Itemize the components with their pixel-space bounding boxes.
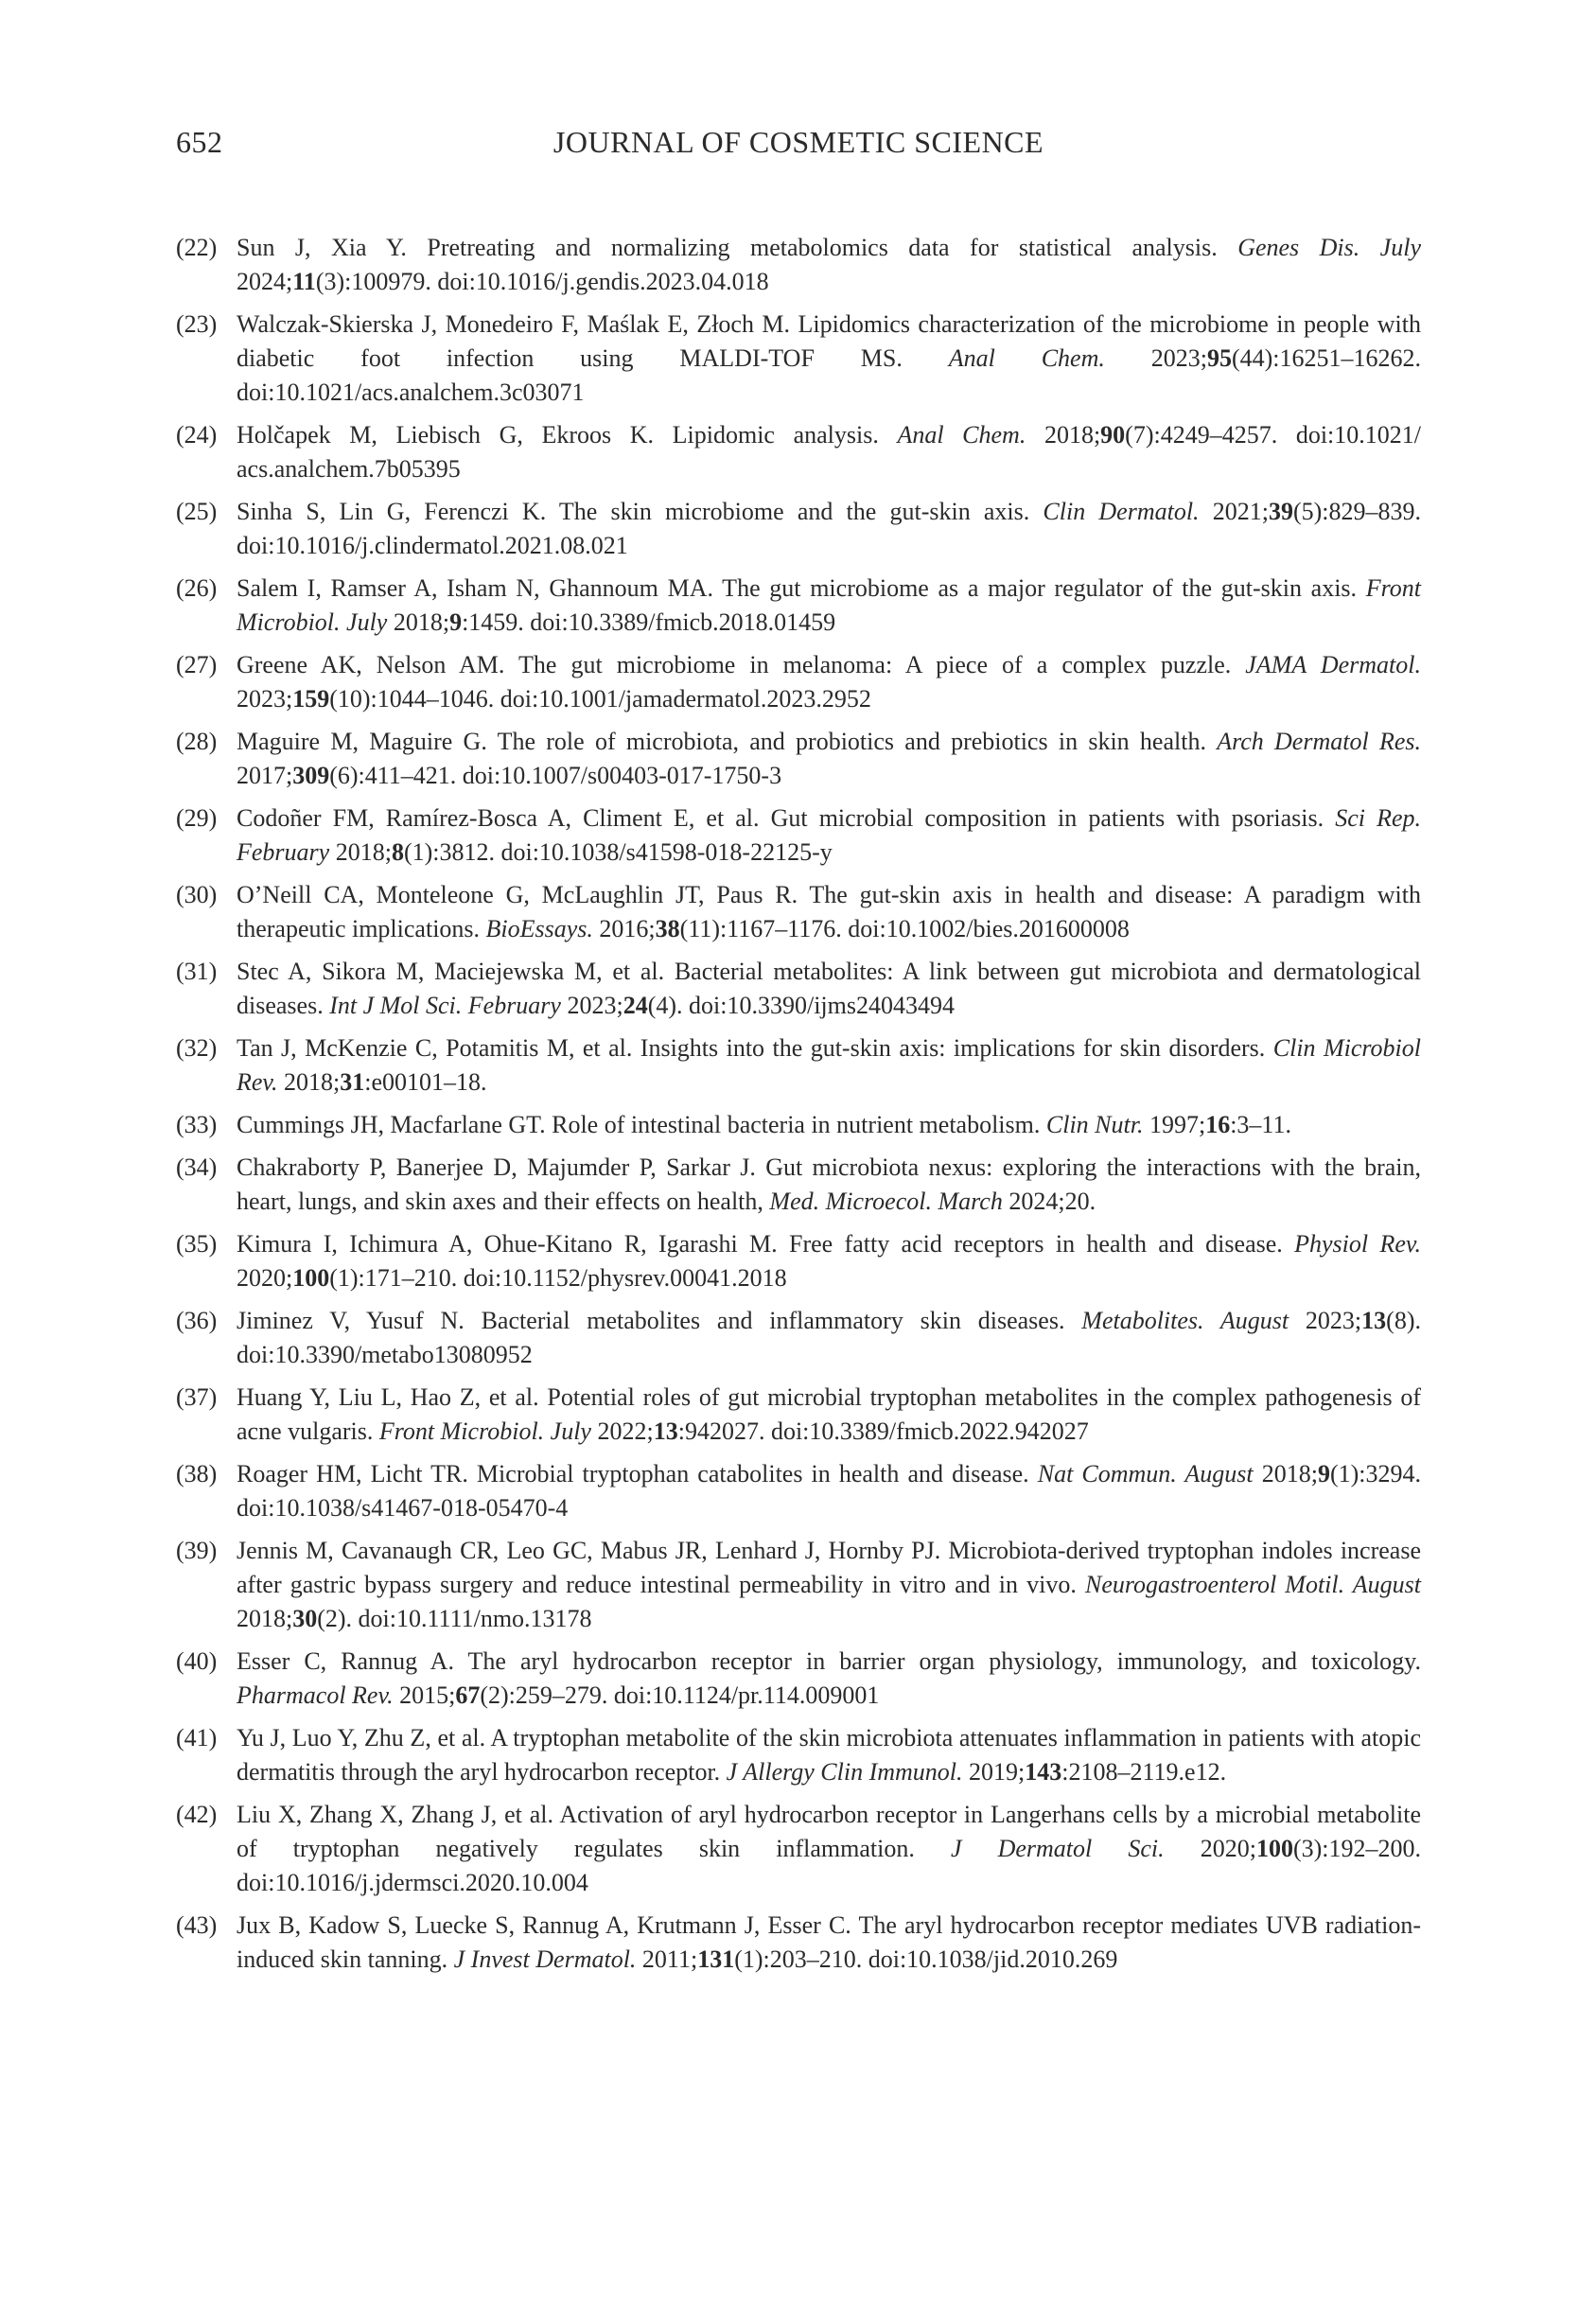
reference-segment: Yu J, Luo Y, Zhu Z, et al. A tryptophan metabolite of the skin microbiota attenuates inflammation in patients with atopic dermatitis through the aryl hydrocarbon receptor. xyxy=(237,1724,1421,1786)
reference-segment: (2):259–279. doi:10.1124/pr.114.009001 xyxy=(480,1681,880,1709)
reference-segment: 2015; xyxy=(393,1681,456,1709)
reference-number: (38) xyxy=(176,1460,218,1487)
reference-item xyxy=(176,1457,1421,1525)
reference-segment: :3–11. xyxy=(1230,1111,1291,1138)
reference-item xyxy=(176,572,1421,640)
reference-segment: (6):411–421. doi:10.1007/s00403-017-1750-3 xyxy=(329,762,782,789)
reference-number: (37) xyxy=(176,1383,218,1411)
volume-number: 11 xyxy=(292,268,316,295)
reference-number: (36) xyxy=(176,1307,218,1334)
journal-name: Genes Dis. July xyxy=(1237,234,1421,261)
reference-item xyxy=(176,1031,1421,1100)
reference-segment: 2023; xyxy=(1104,344,1207,372)
reference-item xyxy=(176,1645,1421,1713)
reference-number: (30) xyxy=(176,881,218,908)
reference-text xyxy=(237,308,1421,410)
reference-item xyxy=(176,878,1421,946)
reference-segment: Kimura I, Ichimura A, Ohue-Kitano R, Igarashi M. Free fatty acid receptors in health and disease. xyxy=(237,1230,1295,1258)
reference-number: (22) xyxy=(176,234,218,261)
reference-segment: (10):1044–1046. doi:10.1001/jamadermatol.2023.2952 xyxy=(329,685,871,713)
reference-segment: (2). doi:10.1111/nmo.13178 xyxy=(317,1605,592,1632)
reference-segment: Jiminez V, Yusuf N. Bacterial metabolites and inflammatory skin diseases. xyxy=(237,1307,1082,1334)
journal-name: Sci Rep. February xyxy=(237,804,1421,866)
reference-number: (28) xyxy=(176,728,218,755)
reference-number: (25) xyxy=(176,498,218,525)
reference-number: (24) xyxy=(176,421,218,449)
volume-number: 143 xyxy=(1025,1758,1062,1786)
volume-number: 90 xyxy=(1100,421,1126,449)
reference-segment: 2022; xyxy=(590,1417,654,1445)
reference-text xyxy=(237,231,1421,299)
journal-name: Arch Dermatol Res. xyxy=(1217,728,1421,755)
reference-number: (39) xyxy=(176,1537,218,1564)
reference-segment: Roager HM, Licht TR. Microbial tryptophan catabolites in health and disease. xyxy=(237,1460,1038,1487)
reference-number: (43) xyxy=(176,1911,218,1939)
reference-segment: Huang Y, Liu L, Hao Z, et al. Potential roles of gut microbial tryptophan metabolites in the complex pathogenesis of acne vulgaris. xyxy=(237,1383,1421,1445)
reference-item xyxy=(176,1227,1421,1295)
reference-number: (29) xyxy=(176,804,218,832)
reference-segment: :e00101–18. xyxy=(364,1068,487,1096)
reference-segment: Holčapek M, Liebisch G, Ekroos K. Lipidomic analysis. xyxy=(237,421,898,449)
journal-name: J Invest Dermatol. xyxy=(453,1945,637,1973)
reference-segment: (1):3294. doi:10.1038/s41467-018-05470-4 xyxy=(237,1460,1421,1522)
journal-name: Pharmacol Rev. xyxy=(237,1681,394,1709)
reference-number: (33) xyxy=(176,1111,218,1138)
reference-list xyxy=(176,231,1421,1985)
reference-text xyxy=(237,955,1421,1023)
reference-segment: 2018; xyxy=(237,1605,293,1632)
page-number: 652 xyxy=(176,125,223,159)
journal-name: Int J Mol Sci. February xyxy=(329,992,561,1019)
volume-number: 38 xyxy=(655,915,680,942)
volume-number: 31 xyxy=(340,1068,365,1096)
reference-segment: 1997; xyxy=(1143,1111,1206,1138)
volume-number: 131 xyxy=(697,1945,735,1973)
reference-item xyxy=(176,308,1421,410)
reference-segment: Sun J, Xia Y. Pretreating and normalizing metabolomics data for statistical analysis. xyxy=(237,234,1238,261)
reference-segment: Cummings JH, Macfarlane GT. Role of intestinal bacteria in nutrient metabolism. xyxy=(237,1111,1046,1138)
volume-number: 13 xyxy=(653,1417,678,1445)
reference-item xyxy=(176,1534,1421,1636)
journal-name: JAMA Dermatol. xyxy=(1245,651,1421,678)
reference-text xyxy=(237,725,1421,793)
reference-segment: 2016; xyxy=(592,915,656,942)
reference-number: (42) xyxy=(176,1801,218,1828)
reference-text xyxy=(237,1108,1421,1142)
reference-segment: (3):100979. doi:10.1016/j.gendis.2023.04.018 xyxy=(315,268,769,295)
volume-number: 100 xyxy=(292,1264,330,1292)
reference-segment: 2018; xyxy=(387,608,450,636)
journal-title: JOURNAL OF COSMETIC SCIENCE xyxy=(552,125,1044,159)
reference-text xyxy=(237,1798,1421,1900)
reference-text xyxy=(237,495,1421,563)
reference-segment: 2023; xyxy=(237,685,293,713)
reference-item xyxy=(176,1721,1421,1789)
reference-segment: 2018; xyxy=(277,1068,341,1096)
journal-name: Nat Commun. August xyxy=(1037,1460,1254,1487)
reference-item xyxy=(176,1909,1421,1977)
reference-segment: (11):1167–1176. doi:10.1002/bies.201600008 xyxy=(679,915,1130,942)
reference-segment: Greene AK, Nelson AM. The gut microbiome in melanoma: A piece of a complex puzzle. xyxy=(237,651,1246,678)
journal-name: J Allergy Clin Immunol. xyxy=(726,1758,963,1786)
reference-segment: Tan J, McKenzie C, Potamitis M, et al. Insights into the gut-skin axis: implications for skin disorders. xyxy=(237,1034,1273,1062)
reference-number: (34) xyxy=(176,1153,218,1181)
reference-segment: 2018; xyxy=(1026,421,1101,449)
reference-text xyxy=(237,1151,1421,1219)
volume-number: 159 xyxy=(292,685,330,713)
reference-segment: 2018; xyxy=(329,838,392,866)
reference-segment: O’Neill CA, Monteleone G, McLaughlin JT, Paus R. The gut-skin axis in health and disease: A paradigm with therapeutic implications. xyxy=(237,881,1421,942)
reference-segment: 2018; xyxy=(1253,1460,1318,1487)
reference-segment: 2023; xyxy=(560,992,623,1019)
reference-segment: Salem I, Ramser A, Isham N, Ghannoum MA. The gut microbiome as a major regulator of the gut-skin axis. xyxy=(237,574,1366,602)
reference-text xyxy=(237,1381,1421,1449)
reference-item xyxy=(176,1304,1421,1372)
page-header xyxy=(176,125,1421,167)
reference-number: (31) xyxy=(176,958,218,985)
reference-item xyxy=(176,1798,1421,1900)
reference-segment: (44):16251–16262. doi:10.1021/acs.analchem.3c03071 xyxy=(237,344,1421,406)
reference-segment: 2024;20. xyxy=(1002,1188,1096,1215)
reference-text xyxy=(237,572,1421,640)
reference-text xyxy=(237,648,1421,716)
reference-segment: Jennis M, Cavanaugh CR, Leo GC, Mabus JR, Lenhard J, Hornby PJ. Microbiota-derived tryptophan indoles increase after gastric bypass surgery and reduce intestinal permeability in vitro and in vivo. xyxy=(237,1537,1421,1598)
volume-number: 8 xyxy=(391,838,404,866)
reference-segment: (3):192–200. doi:10.1016/j.jdermsci.2020.10.004 xyxy=(237,1835,1421,1896)
reference-segment: (8). doi:10.3390/metabo13080952 xyxy=(237,1307,1421,1368)
reference-segment: 2017; xyxy=(237,762,293,789)
journal-name: Metabolites. August xyxy=(1081,1307,1289,1334)
volume-number: 30 xyxy=(292,1605,318,1632)
reference-segment: 2020; xyxy=(1164,1835,1256,1862)
reference-item xyxy=(176,1151,1421,1219)
reference-item xyxy=(176,648,1421,716)
reference-segment: :942027. doi:10.3389/fmicb.2022.942027 xyxy=(677,1417,1089,1445)
journal-name: Physiol Rev. xyxy=(1294,1230,1421,1258)
volume-number: 39 xyxy=(1268,498,1293,525)
reference-segment: Walczak-Skierska J, Monedeiro F, Maślak E, Złoch M. Lipidomics characterization of the microbiome in people with diabetic foot infection using MALDI-TOF MS. xyxy=(237,310,1421,372)
reference-segment: (1):3812. doi:10.1038/s41598-018-22125-y xyxy=(403,838,833,866)
reference-text xyxy=(237,801,1421,870)
reference-text xyxy=(237,1909,1421,1977)
volume-number: 100 xyxy=(1255,1835,1293,1862)
journal-name: Front Microbiol. July xyxy=(237,574,1421,636)
reference-number: (27) xyxy=(176,651,218,678)
reference-item xyxy=(176,418,1421,486)
reference-segment: 2019; xyxy=(962,1758,1026,1786)
journal-name: BioEssays. xyxy=(485,915,593,942)
reference-segment: (5):829–839. doi:10.1016/j.clindermatol.2021.08.021 xyxy=(237,498,1421,559)
volume-number: 16 xyxy=(1205,1111,1231,1138)
reference-segment: Stec A, Sikora M, Maciejewska M, et al. Bacterial metabolites: A link between gut microbiota and dermatological diseases. xyxy=(237,958,1421,1019)
reference-segment: Maguire M, Maguire G. The role of microbiota, and probiotics and prebiotics in skin health. xyxy=(237,728,1218,755)
reference-text xyxy=(237,878,1421,946)
reference-item xyxy=(176,955,1421,1023)
journal-name: Med. Microecol. March xyxy=(769,1188,1003,1215)
reference-segment: (1):171–210. doi:10.1152/physrev.00041.2018 xyxy=(329,1264,787,1292)
journal-name: Front Microbiol. July xyxy=(378,1417,591,1445)
reference-segment: 2020; xyxy=(237,1264,293,1292)
reference-segment: (1):203–210. doi:10.1038/jid.2010.269 xyxy=(734,1945,1118,1973)
volume-number: 95 xyxy=(1206,344,1232,372)
reference-segment: Sinha S, Lin G, Ferenczi K. The skin microbiome and the gut-skin axis. xyxy=(237,498,1044,525)
reference-text xyxy=(237,1227,1421,1295)
reference-segment: :1459. doi:10.3389/fmicb.2018.01459 xyxy=(462,608,836,636)
reference-segment: Codoñer FM, Ramírez-Bosca A, Climent E, et al. Gut microbial composition in patients with psoriasis. xyxy=(237,804,1336,832)
journal-name: Anal Chem. xyxy=(948,344,1105,372)
reference-number: (23) xyxy=(176,310,218,338)
journal-name: Clin Nutr. xyxy=(1045,1111,1144,1138)
reference-item xyxy=(176,1108,1421,1142)
reference-segment: (7):4249–4257. doi:10.1021/ acs.analchem.7b05395 xyxy=(237,421,1421,483)
journal-name: Clin Dermatol. xyxy=(1043,498,1200,525)
journal-name: J Dermatol Sci. xyxy=(950,1835,1165,1862)
reference-segment: 2024; xyxy=(237,268,293,295)
reference-segment: Esser C, Rannug A. The aryl hydrocarbon receptor in barrier organ physiology, immunology, and toxicology. xyxy=(237,1647,1421,1675)
reference-segment: Liu X, Zhang X, Zhang J, et al. Activation of aryl hydrocarbon receptor in Langerhans cells by a microbial metabolite of tryptophan negatively regulates skin inflammation. xyxy=(237,1801,1421,1862)
reference-text xyxy=(237,1457,1421,1525)
reference-segment: (4). doi:10.3390/ijms24043494 xyxy=(647,992,955,1019)
reference-item xyxy=(176,231,1421,299)
reference-segment: 2023; xyxy=(1289,1307,1362,1334)
reference-segment: :2108–2119.e12. xyxy=(1061,1758,1227,1786)
reference-text xyxy=(237,418,1421,486)
reference-text xyxy=(237,1645,1421,1713)
reference-number: (32) xyxy=(176,1034,218,1062)
reference-number: (41) xyxy=(176,1724,218,1752)
volume-number: 67 xyxy=(455,1681,481,1709)
journal-name: Neurogastroenterol Motil. August xyxy=(1084,1571,1421,1598)
volume-number: 9 xyxy=(449,608,463,636)
volume-number: 13 xyxy=(1361,1307,1387,1334)
reference-segment: 2021; xyxy=(1199,498,1269,525)
reference-segment: 2011; xyxy=(636,1945,698,1973)
reference-text xyxy=(237,1031,1421,1100)
journal-name: Anal Chem. xyxy=(897,421,1026,449)
reference-text xyxy=(237,1534,1421,1636)
reference-text xyxy=(237,1304,1421,1372)
reference-segment: Chakraborty P, Banerjee D, Majumder P, Sarkar J. Gut microbiota nexus: exploring the interactions with the brain, heart, lungs, and skin axes and their effects on health, xyxy=(237,1153,1421,1215)
reference-item xyxy=(176,1381,1421,1449)
reference-segment: Jux B, Kadow S, Luecke S, Rannug A, Krutmann J, Esser C. The aryl hydrocarbon receptor mediates UVB radiation-induced skin tanning. xyxy=(237,1911,1421,1973)
reference-item xyxy=(176,725,1421,793)
reference-number: (35) xyxy=(176,1230,218,1258)
reference-item xyxy=(176,495,1421,563)
reference-number: (40) xyxy=(176,1647,218,1675)
reference-text xyxy=(237,1721,1421,1789)
volume-number: 309 xyxy=(292,762,330,789)
volume-number: 24 xyxy=(623,992,648,1019)
reference-item xyxy=(176,801,1421,870)
journal-name: Clin Microbiol Rev. xyxy=(237,1034,1422,1096)
volume-number: 9 xyxy=(1317,1460,1330,1487)
reference-number: (26) xyxy=(176,574,218,602)
